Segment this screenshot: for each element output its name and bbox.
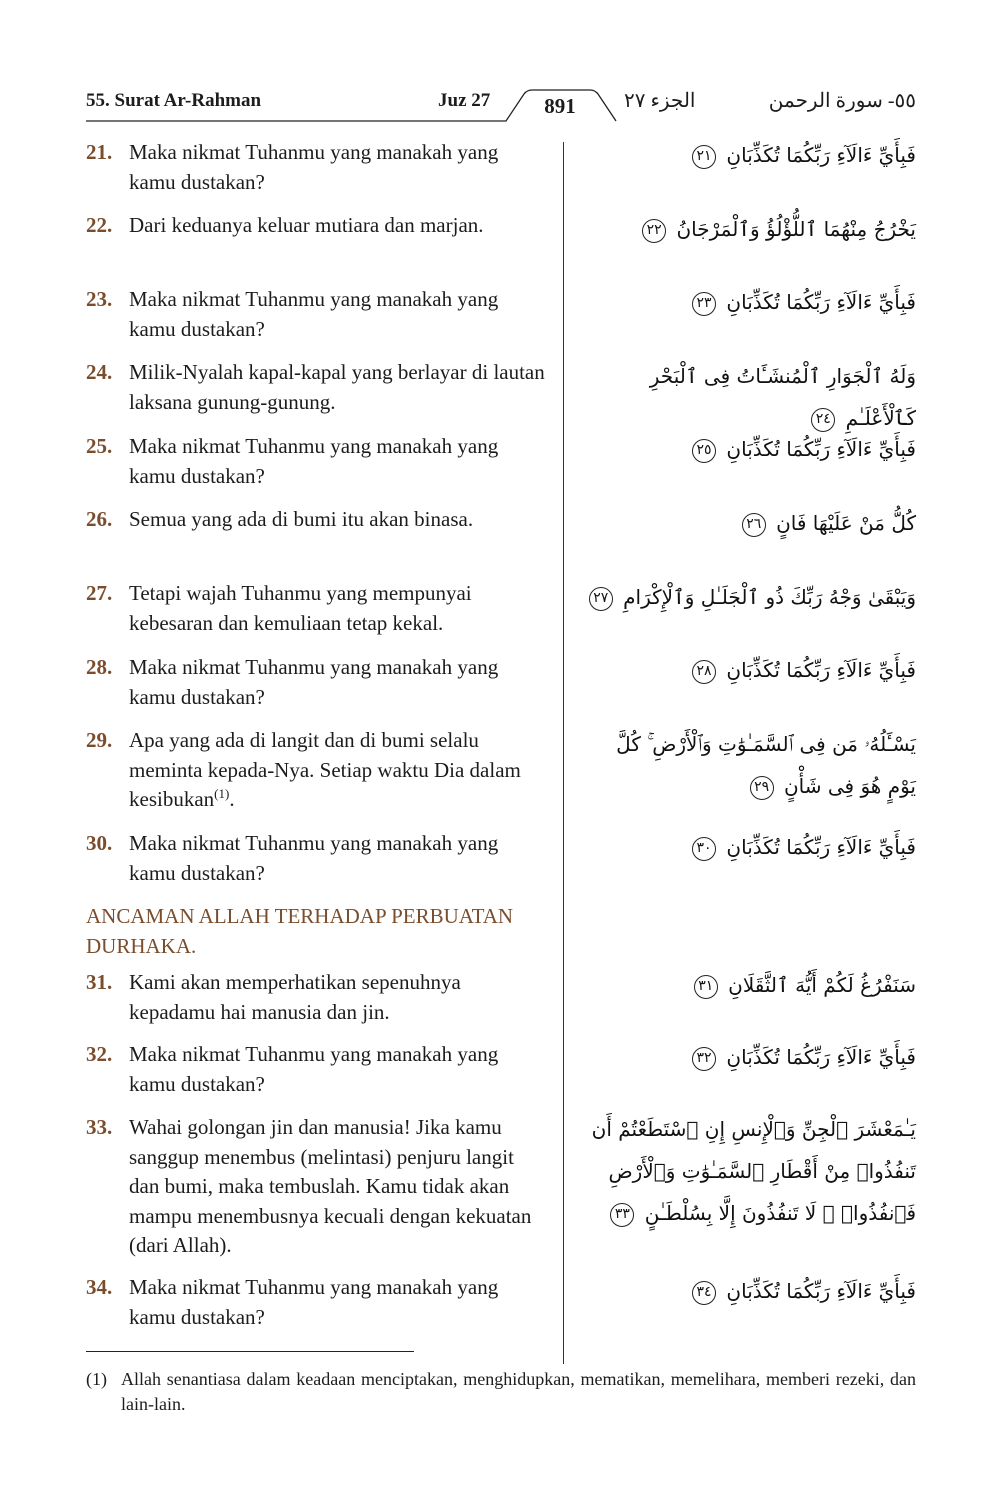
verse-translation: Maka nikmat Tuhanmu yang manakah yang kamu dustakan? (129, 655, 499, 709)
ayah-end-marker-icon: ٢٤ (811, 408, 835, 432)
ayah-end-marker-icon: ٢٧ (589, 587, 613, 611)
verse-number: 23. (86, 287, 113, 311)
verse-number: 34. (86, 1275, 113, 1299)
verse-translation: Apa yang ada di langit dan di bumi selalu meminta kepada-Nya. Setiap waktu Dia dalam kesibukan$^{(1)}$. (129, 728, 521, 811)
ayah-end-marker-icon: ٢٦ (742, 513, 766, 537)
verse-arabic: كُلُّ مَنْ عَلَيْهَا فَانٍ ٢٦ (586, 502, 916, 544)
verse-arabic: فَبِأَيِّ ءَالَآءِ رَبِّكُمَا تُكَذِّبَانِ ٣٢ (586, 1036, 916, 1078)
verse-translation: Maka nikmat Tuhanmu yang manakah yang kamu dustakan? (129, 1275, 499, 1329)
column-divider (563, 142, 564, 1364)
verse-translation: Kami akan memperhatikan sepenuhnya kepadamu hai manusia dan jin. (129, 970, 461, 1024)
verse-translation: Maka nikmat Tuhanmu yang manakah yang kamu dustakan? (129, 140, 499, 194)
verse-arabic: يَـٰمَعْشَرَ ٱلْجِنِّ وَٱلْإِنسِ إِنِ ٱسْتَطَعْتُمْ أَن تَنفُذُوا۟ مِنْ أَقْطَارِ ٱلسَّمَـٰوَٰتِ وَٱلْأَرْضِ فَٱنفُذُوا۟ ۚ لَا تَنفُذُونَ إِلَّا بِسُلْطَـٰنٍ ٣٣ (591, 1117, 916, 1225)
verse-translation: Dari keduanya keluar mutiara dan marjan. (129, 213, 484, 237)
page-header (86, 88, 916, 128)
verse-translation: Maka nikmat Tuhanmu yang manakah yang kamu dustakan? (129, 831, 499, 885)
verse-arabic: وَيَبْقَىٰ وَجْهُ رَبِّكَ ذُو ٱلْجَلَـٰلِ وَٱلْإِكْرَامِ ٢٧ (586, 576, 916, 618)
verse-arabic: فَبِأَيِّ ءَالَآءِ رَبِّكُمَا تُكَذِّبَانِ ٢٨ (586, 649, 916, 691)
verse-arabic: فَبِأَيِّ ءَالَآءِ رَبِّكُمَا تُكَذِّبَانِ ٢٣ (586, 281, 916, 323)
footnote (86, 1367, 916, 1417)
verse-number: 21. (86, 140, 113, 164)
verse-arabic: يَخْرُجُ مِنْهُمَا ٱللُّؤْلُؤُ وَٱلْمَرْجَانُ ٢٢ (586, 208, 916, 250)
verse-arabic: فَبِأَيِّ ءَالَآءِ رَبِّكُمَا تُكَذِّبَانِ ٢١ (586, 134, 916, 176)
ayah-end-marker-icon: ٢٣ (692, 292, 716, 316)
verse-number: 29. (86, 728, 113, 752)
juz-label-arabic: الجزء ٢٧ (624, 90, 696, 112)
verse-number: 33. (86, 1115, 113, 1139)
verse-number: 25. (86, 434, 113, 458)
ayah-end-marker-icon: ٣٢ (692, 1047, 716, 1071)
verse-number: 28. (86, 655, 113, 679)
verse-translation: Maka nikmat Tuhanmu yang manakah yang kamu dustakan? (129, 287, 499, 341)
footnote-text: Allah senantiasa dalam keadaan menciptakan, menghidupkan, mematikan, memelihara, memberi rezeki, dan lain-lain. (121, 1369, 916, 1414)
verse-number: 26. (86, 507, 113, 531)
verse-number: 32. (86, 1042, 113, 1066)
verse-number: 31. (86, 970, 113, 994)
verse-arabic: فَبِأَيِّ ءَالَآءِ رَبِّكُمَا تُكَذِّبَانِ ٣٠ (586, 826, 916, 868)
verse-number: 22. (86, 213, 113, 237)
verse-arabic: فَبِأَيِّ ءَالَآءِ رَبِّكُمَا تُكَذِّبَانِ ٢٥ (586, 428, 916, 470)
ayah-end-marker-icon: ٣١ (694, 975, 718, 999)
verse-number: 27. (86, 581, 113, 605)
verse-translation: Maka nikmat Tuhanmu yang manakah yang kamu dustakan? (129, 1042, 499, 1096)
ayah-end-marker-icon: ٣٤ (692, 1281, 716, 1305)
footnote-number: (1) (86, 1369, 107, 1389)
verse-arabic: فَبِأَيِّ ءَالَآءِ رَبِّكُمَا تُكَذِّبَانِ ٣٤ (586, 1270, 916, 1312)
surah-title-arabic: ٥٥- سورة الرحمن (768, 90, 916, 112)
ayah-end-marker-icon: ٢٩ (750, 776, 774, 800)
ayah-end-marker-icon: ٣٠ (692, 837, 716, 861)
ayah-end-marker-icon: ٢١ (692, 145, 716, 169)
verse-translation: Semua yang ada di bumi itu akan binasa. (129, 507, 474, 531)
verse-translation: Tetapi wajah Tuhanmu yang mempunyai kebesaran dan kemuliaan tetap kekal. (129, 581, 472, 635)
page-number: 891 (544, 94, 576, 118)
verse-number: 24. (86, 360, 113, 384)
ayah-end-marker-icon: ٣٣ (610, 1203, 634, 1227)
verse-arabic: وَلَهُ ٱلْجَوَارِ ٱلْمُنشَـَٔاتُ فِى ٱلْبَحْرِ كَٱلْأَعْلَـٰمِ ٢٤ (649, 364, 916, 430)
verse-translation: Maka nikmat Tuhanmu yang manakah yang kamu dustakan? (129, 434, 499, 488)
surah-title-latin: 55. Surat Ar-Rahman (86, 90, 262, 111)
verse-arabic: يَسْـَٔلُهُۥ مَن فِى ٱلسَّمَـٰوَٰتِ وَٱلْأَرْضِ ۚ كُلَّ يَوْمٍ هُوَ فِى شَأْنٍ ٢٩ (616, 732, 916, 798)
verse-number: 30. (86, 831, 113, 855)
juz-label-latin: Juz 27 (438, 90, 491, 111)
ayah-end-marker-icon: ٢٨ (692, 660, 716, 684)
verse-arabic: سَنَفْرُغُ لَكُمْ أَيُّهَ ٱلثَّقَلَانِ ٣١ (586, 964, 916, 1006)
verse-translation: Wahai golongan jin dan manusia! Jika kamu sanggup menembus (melintasi) penjuru langit dan bumi, maka tembuslah. Kamu tidak akan mampu menembusnya kecuali dengan kekuatan (dari Allah). (129, 1115, 532, 1257)
footnote-rule (86, 1351, 414, 1352)
footnote-reference[interactable]: (1) (214, 786, 230, 801)
section-heading: ANCAMAN ALLAH TERHADAP PERBUATAN DURHAKA. (86, 904, 514, 958)
verse-translation: Milik-Nyalah kapal-kapal yang berlayar di lautan laksana gunung-gunung. (129, 360, 545, 414)
ayah-end-marker-icon: ٢٥ (692, 439, 716, 463)
ayah-end-marker-icon: ٢٢ (642, 219, 666, 243)
